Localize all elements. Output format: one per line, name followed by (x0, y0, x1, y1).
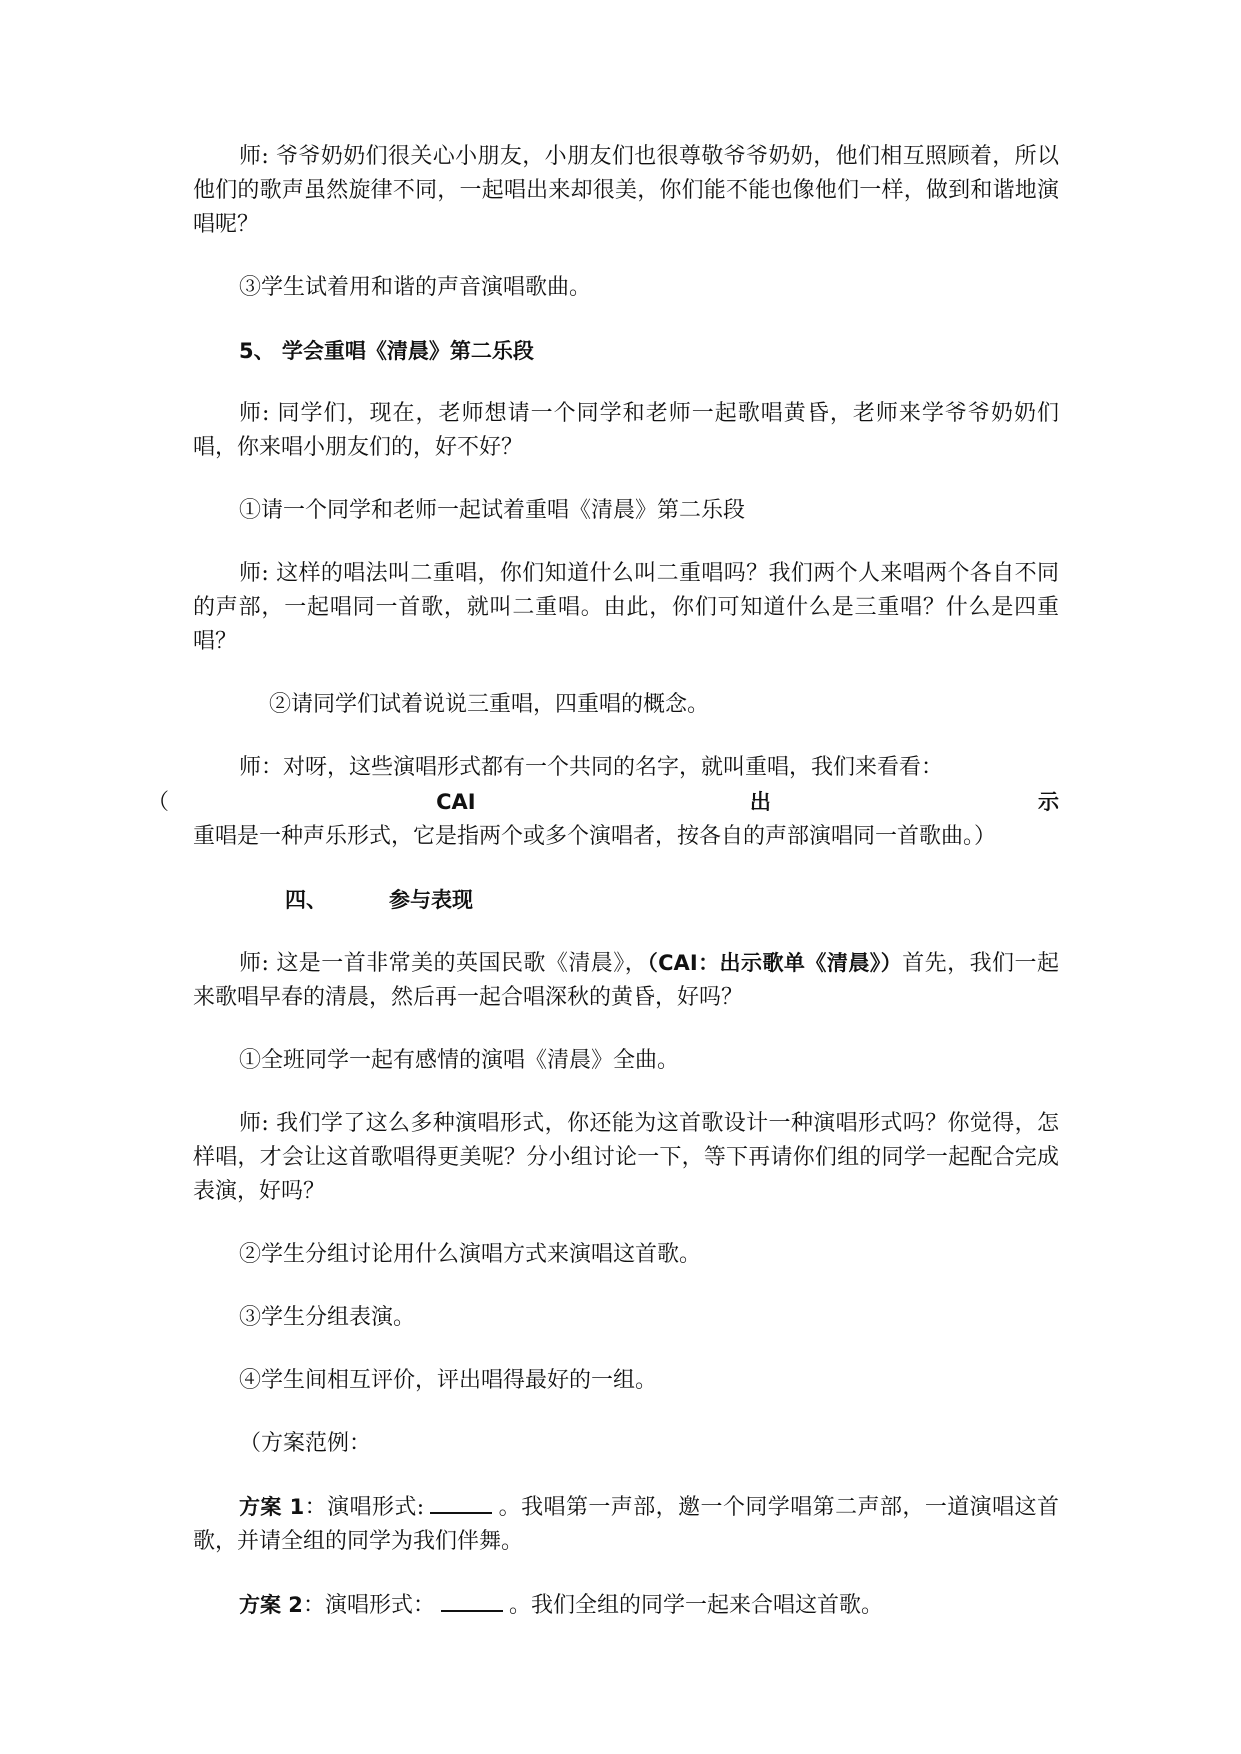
cai-song-sheet: （CAI：出示歌单《清晨》） (647, 951, 903, 975)
scheme-2 (193, 1588, 1059, 1623)
cai-open-paren: （ (147, 790, 437, 815)
ensemble-definition: 重唱是一种声乐形式，它是指两个或多个演唱者，按各自的声部演唱同一首歌曲。） (193, 824, 997, 849)
teacher-paragraph-ensemble (147, 751, 1059, 854)
song-plan: 首先，我们一起来歌唱早春的清晨，然后再一起合唱深秋的黄昏，好吗？ (193, 951, 1059, 1010)
step-whole-class: ①全班同学一起有感情的演唱《清晨》全曲。 (239, 1048, 680, 1073)
teacher-paragraph-harmony: 师: 爷爷奶奶们很关心小朋友，小朋友们也很尊敬爷爷奶奶，他们相互照顾着，所以他们的歌声虽然旋律不同，一起唱出来却很美，你们能不能也像他们一样，做到和谐地演唱呢？ (193, 144, 1059, 237)
teacher-paragraph-design: 师: 我们学了这么多种演唱形式，你还能为这首歌设计一种演唱形式吗？你觉得，怎样唱，才会让这首歌唱得更美呢？分小组讨论一下，等下再请你们组的同学一起配合完成表演，好吗？ (193, 1111, 1059, 1204)
scheme-1 (193, 1490, 1059, 1559)
teacher-paragraph-duet: 师: 这样的唱法叫二重唱，你们知道什么叫二重唱吗？我们两个人来唱两个各自不同的声部，一起唱同一首歌，就叫二重唱。由此，你们可知道什么是三重唱？什么是四重唱？ (193, 561, 1059, 654)
step-duet-trial: ①请一个同学和老师一起试着重唱《清晨》第二乐段 (239, 498, 746, 523)
step-group-performance: ③学生分组表演。 (239, 1305, 416, 1330)
step-sing-harmoniously: ③学生试着用和谐的声音演唱歌曲。 (239, 275, 592, 300)
step-concept-discussion: ②请同学们试着说说三重唱，四重唱的概念。 (269, 692, 710, 717)
scheme-1-form: ：演唱形式: (304, 1495, 425, 1520)
song-intro: 师: 这是一首非常美的英国民歌《清晨》， (239, 951, 648, 976)
scheme-1-blank (430, 1490, 492, 1514)
scheme-2-form: ：演唱形式： (302, 1593, 435, 1618)
document-page (147, 140, 1059, 1652)
step-group-discussion: ②学生分组讨论用什么演唱方式来演唱这首歌。 (239, 1242, 702, 1267)
section-number: 四、 (285, 888, 327, 912)
teacher-paragraph-song (193, 946, 1059, 1015)
scheme-2-blank (441, 1588, 503, 1612)
section-heading-four (193, 883, 1059, 917)
scheme-2-label: 方案 2 (239, 1593, 303, 1617)
cai-label: CAI 出示 (436, 790, 1059, 814)
section-title: 参与表现 (389, 888, 473, 912)
scheme-1-desc: 。我唱第一声部，邀一个同学唱第二声部，一道演唱这首歌，并请全组的同学为我们伴舞。 (193, 1495, 1059, 1554)
scheme-1-label: 方案 1 (239, 1495, 305, 1519)
step-peer-evaluation: ④学生间相互评价，评出唱得最好的一组。 (239, 1368, 658, 1393)
section-heading-5: 5、 学会重唱《清晨》第二乐段 (239, 339, 534, 363)
ensemble-intro: 师：对呀，这些演唱形式都有一个共同的名字，就叫重唱，我们来看看： (239, 755, 944, 780)
scheme-examples-intro: （方案范例： (239, 1431, 372, 1456)
scheme-2-desc: 。我们全组的同学一起来合唱这首歌。 (508, 1593, 883, 1618)
teacher-paragraph-invite: 师: 同学们，现在，老师想请一个同学和老师一起歌唱黄昏，老师来学爷爷奶奶们唱，你来唱小朋友们的，好不好？ (193, 401, 1059, 460)
